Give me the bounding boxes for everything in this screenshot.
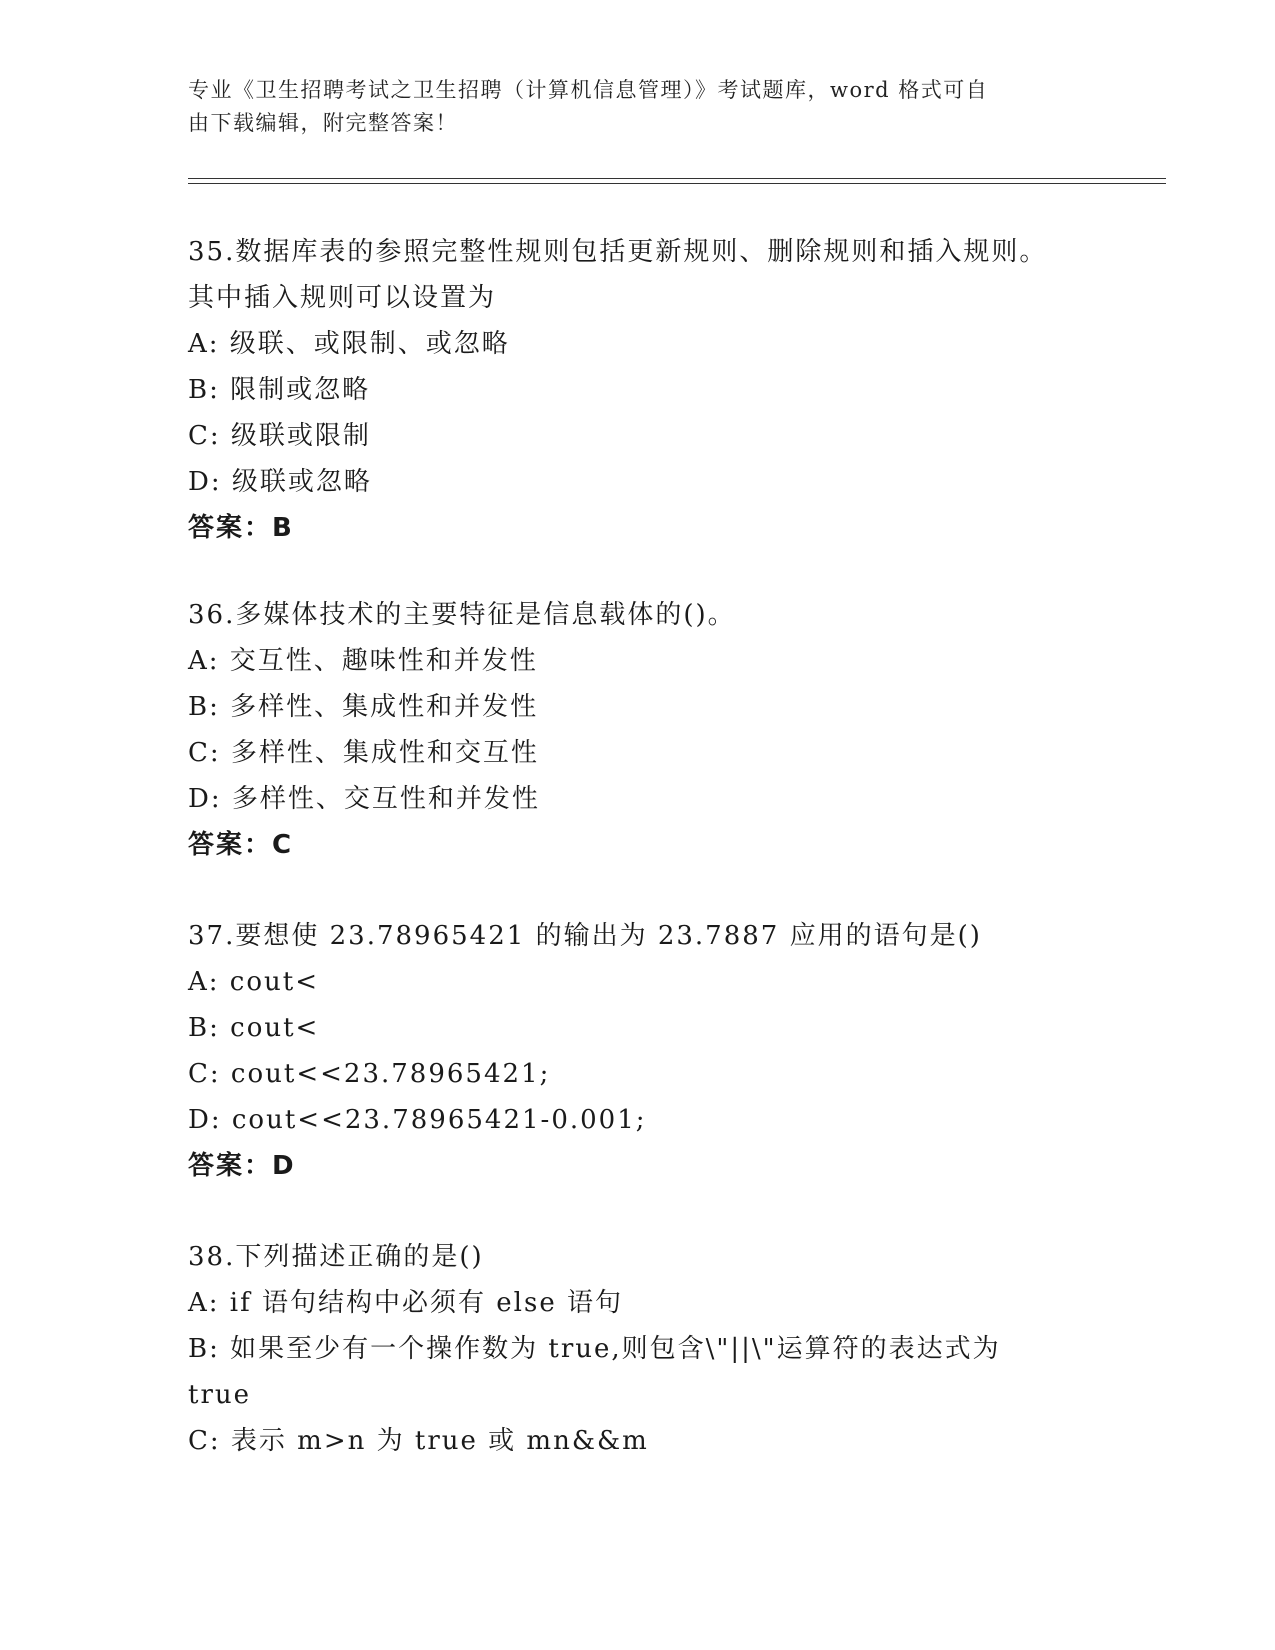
option-b: B: 如果至少有一个操作数为 true,则包含\"||\"运算符的表达式为 <box>188 1334 1001 1364</box>
option-d: D: 级联或忽略 <box>188 467 372 497</box>
question-stem: 36.多媒体技术的主要特征是信息载体的()。 <box>188 600 736 630</box>
question-36 <box>188 592 1088 868</box>
question-stem: 37.要想使 23.78965421 的输出为 23.7887 应用的语句是() <box>188 921 982 951</box>
header-line-1: 专业《卫生招聘考试之卫生招聘（计算机信息管理）》考试题库，word 格式可自 <box>188 78 989 102</box>
question-37 <box>188 913 1088 1189</box>
answer-label: 答案：C <box>188 830 294 860</box>
option-c: C: cout<<23.78965421; <box>188 1059 551 1089</box>
question-stem: 35.数据库表的参照完整性规则包括更新规则、删除规则和插入规则。 <box>188 237 1048 267</box>
option-b-continued: true <box>188 1380 252 1410</box>
question-stem: 38.下列描述正确的是() <box>188 1242 484 1272</box>
header-divider-bottom <box>188 183 1166 184</box>
option-c: C: 级联或限制 <box>188 421 371 451</box>
header-line-2: 由下载编辑，附完整答案！ <box>188 111 458 135</box>
option-d: D: 多样性、交互性和并发性 <box>188 784 540 814</box>
option-a: A: if 语句结构中必须有 else 语句 <box>188 1288 623 1318</box>
question-38 <box>188 1234 1088 1464</box>
answer-label: 答案：D <box>188 1151 296 1181</box>
option-b: B: 限制或忽略 <box>188 375 371 405</box>
option-d: D: cout<<23.78965421-0.001; <box>188 1105 647 1135</box>
option-c: C: 表示 m>n 为 true 或 mn&&m <box>188 1426 649 1456</box>
header-divider-top <box>188 178 1166 179</box>
question-stem-continued: 其中插入规则可以设置为 <box>188 283 497 313</box>
answer-label: 答案：B <box>188 513 294 543</box>
document-header <box>188 74 1068 140</box>
question-35 <box>188 229 1088 551</box>
option-a: A: 级联、或限制、或忽略 <box>188 329 510 359</box>
option-c: C: 多样性、集成性和交互性 <box>188 738 539 768</box>
option-b: B: 多样性、集成性和并发性 <box>188 692 539 722</box>
option-a: A: cout< <box>188 967 319 997</box>
option-a: A: 交互性、趣味性和并发性 <box>188 646 538 676</box>
option-b: B: cout< <box>188 1013 320 1043</box>
